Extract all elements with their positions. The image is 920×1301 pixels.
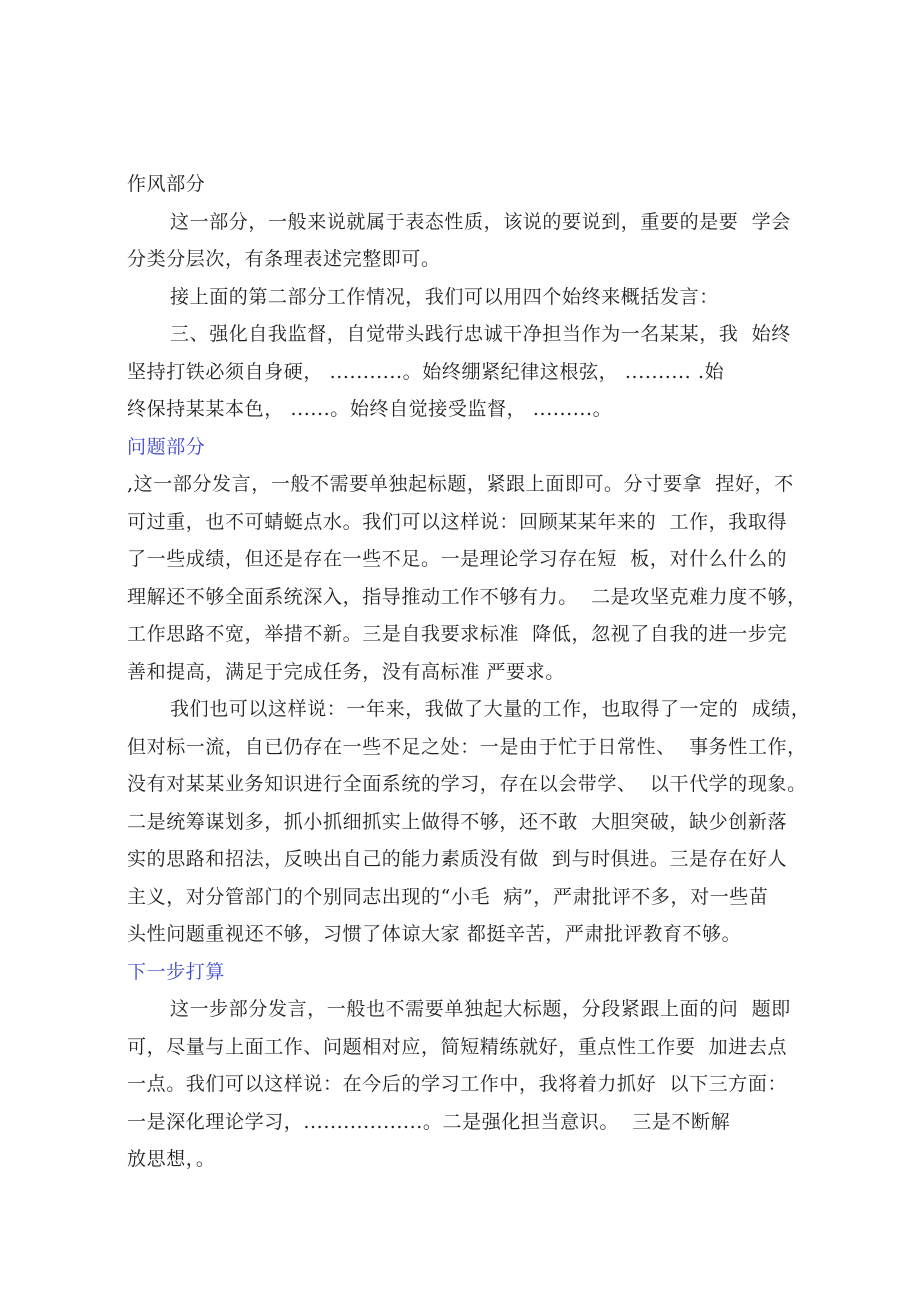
paragraph-line: 理解还不够全面系统深入，指导推动工作不够有力。 二是攻坚克难力度不够， <box>127 586 807 608</box>
section-heading-next-steps: 下一步打算 <box>127 961 226 983</box>
paragraph-line: 坚持打铁必须自身硬， ...........。始终绷紧纪律这根弦， .......... .始 <box>127 361 725 383</box>
paragraph-line: 没有对某某业务知识进行全面系统的学习，存在以会带学、 以干代学的现象。 <box>127 773 807 795</box>
paragraph-line: 可过重，也不可蜻蜓点水。我们可以这样说：回顾某某年来的 工作，我取得 <box>127 511 788 533</box>
paragraph-line: 一点。我们可以这样说：在今后的学习工作中，我将着力抓好 以下三方面： <box>127 1073 788 1095</box>
paragraph-line: 这一部分，一般来说就属于表态性质，该说的要说到，重要的是要 学会 <box>170 211 791 233</box>
paragraph-line: 可，尽量与上面工作、问题相对应，简短精练就好，重点性工作要 加进去点 <box>127 1036 788 1058</box>
paragraph-line: 接上面的第二部分工作情况，我们可以用四个始终来概括发言： <box>170 286 719 308</box>
paragraph-line: 这一步部分发言，一般也不需要单独起大标题，分段紧跟上面的问 题即 <box>170 998 791 1020</box>
section-heading-style: 作风部分 <box>127 173 206 195</box>
paragraph-line: 实的思路和招法，反映出自己的能力素质没有做 到与时俱进。三是存在好人 <box>127 848 788 870</box>
paragraph-line: 了一些成绩，但还是存在一些不足。一是理论学习存在短 板，对什么什么的 <box>127 548 788 570</box>
paragraph-line: 一是深化理论学习，..................。二是强化担当意识。 三是不断解 <box>127 1111 731 1133</box>
paragraph-line: 放思想，。 <box>127 1148 216 1170</box>
paragraph-line: 终保持某某本色， ......。始终自觉接受监督， .........。 <box>127 398 613 420</box>
paragraph-line: 工作思路不宽，举措不新。三是自我要求标准 降低，忽视了自我的进一步完 <box>127 623 788 645</box>
paragraph-line: 但对标一流，自已仍存在一些不足之处：一是由于忙于日常性、 事务性工作， <box>127 736 807 758</box>
paragraph-line: 三、强化自我监督，自觉带头践行忠诚干净担当作为一名某某，我 始终 <box>170 323 791 345</box>
paragraph-line: 主义，对分管部门的个别同志出现的“小毛 病”，严肃批评不多，对一些苗 <box>127 886 769 908</box>
section-heading-problems: 问题部分 <box>127 436 206 458</box>
paragraph-line: 头性问题重视还不够，习惯了体谅大家 都挺辛苦，严肃批评教育不够。 <box>127 923 742 945</box>
paragraph-line: 二是统筹谋划多，抓小抓细抓实上做得不够，还不敢 大胆突破，缺少创新落 <box>127 811 788 833</box>
paragraph-line: 分类分层次，有条理表述完整即可。 <box>127 248 441 270</box>
paragraph-line: 我们也可以这样说：一年来，我做了大量的工作，也取得了一定的 成绩， <box>170 698 811 720</box>
paragraph-line: ,这一部分发言，一般不需要单独起标题，紧跟上面即可。分寸要拿 捏好，不 <box>127 473 794 495</box>
paragraph-line: 善和提高，满足于完成任务，没有高标准 严要求。 <box>127 661 565 683</box>
